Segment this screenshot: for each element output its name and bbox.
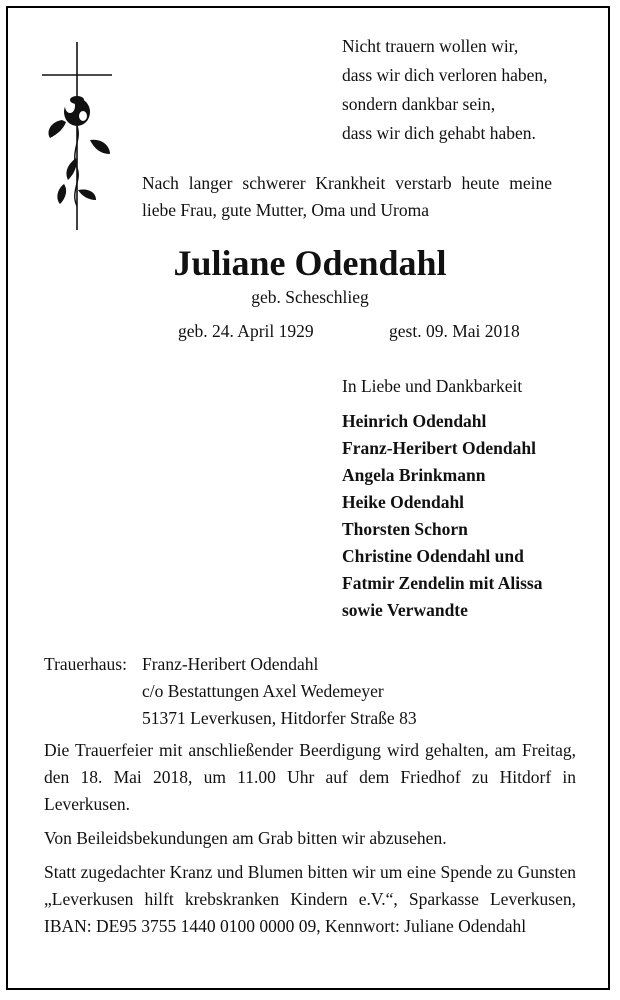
mourning-house-address (142, 651, 417, 732)
mourning-house-label: Trauerhaus: (44, 654, 127, 674)
funeral-notice: Die Trauerfeier mit anschließender Beerdigung wird gehalten, am Freitag, den 18. Mai 2018, um 11.00 Uhr auf dem Friedhof zu Hitdorf in Leverkusen. (44, 740, 576, 814)
mourners-heading: In Liebe und Dankbarkeit (342, 376, 523, 396)
death-date: gest. 09. Mai 2018 (389, 321, 520, 341)
poem-line: dass wir dich gehabt haben. (342, 123, 536, 143)
mourner-name: sowie Verwandte (342, 600, 468, 620)
address-line: 51371 Leverkusen, Hitdorfer Straße 83 (142, 708, 417, 728)
mourner-name: Thorsten Schorn (342, 519, 468, 539)
poem-line: Nicht trauern wollen wir, (342, 36, 519, 56)
mourner-name: Heike Odendahl (342, 492, 465, 512)
mourner-name: Christine Odendahl und (342, 546, 524, 566)
mourner-name: Franz-Heribert Odendahl (342, 438, 536, 458)
condolence-notice: Von Beileidsbekundungen am Grab bitten wir abzusehen. (44, 828, 447, 848)
poem (342, 33, 548, 149)
intro-text: Nach langer schwerer Krankheit verstarb heute meine liebe Frau, gute Mutter, Oma und Uroma (142, 173, 552, 220)
mourner-name: Angela Brinkmann (342, 465, 486, 485)
deceased-name: Juliane Odendahl (173, 243, 447, 283)
poem-line: sondern dankbar sein, (342, 94, 496, 114)
mourner-name: Heinrich Odendahl (342, 411, 487, 431)
poem-line: dass wir dich verloren haben, (342, 65, 548, 85)
address-line: c/o Bestattungen Axel Wedemeyer (142, 681, 384, 701)
mourners-list (342, 408, 542, 624)
address-line: Franz-Heribert Odendahl (142, 654, 319, 674)
donation-notice: Statt zugedachter Kranz und Blumen bitten wir um eine Spende zu Gunsten „Leverkusen hilft krebskranken Kindern e.V.“, Sparkasse Leverkusen, IBAN: DE95 3755 1440 0100 0000 09, Kennwort: Juliane Odendahl (44, 862, 576, 936)
cross-with-rose-icon (40, 40, 116, 232)
mourner-name: Fatmir Zendelin mit Alissa (342, 573, 543, 593)
birth-name: geb. Scheschlieg (251, 287, 369, 307)
birth-date: geb. 24. April 1929 (178, 321, 314, 341)
